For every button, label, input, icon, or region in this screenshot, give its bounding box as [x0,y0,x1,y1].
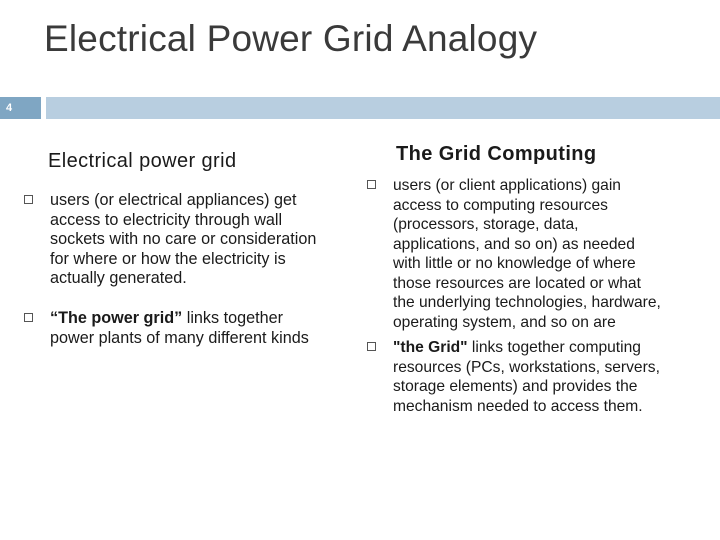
text-line: users (or client applications) gain [393,177,621,194]
bold-phrase: "the Grid" [393,339,468,356]
text-line: operating system, and so on are [393,313,616,331]
left-bullet-2-text [50,309,309,348]
text-line: the underlying technologies, hardware, [393,294,661,311]
text-line: access to computing resources [393,196,608,214]
text-line: power plants of many different kinds [50,328,309,347]
text-line: those resources are located or what [393,274,641,292]
left-bullet-1-text [50,191,316,289]
hollow-square-bullet-icon [367,342,376,351]
right-bullet-2-text [393,338,660,416]
bold-phrase: “The power grid” [50,309,183,327]
text-line: applications, and so on) as needed [393,235,635,253]
header-bar [46,97,720,119]
text-line [393,338,660,358]
hollow-square-bullet-icon [24,195,33,204]
text-line: mechanism needed to access them. [393,397,643,415]
text-fragment: links together computing [467,339,641,356]
text-line: (processors, storage, data, [393,216,579,233]
left-column-heading: Electrical power grid [48,150,237,172]
text-line: actually generated. [50,269,187,287]
slide-title: Electrical Power Grid Analogy [44,18,538,59]
text-line: sockets with no care or consideration [50,230,317,248]
right-column-heading: The Grid Computing [396,143,597,165]
text-line [50,309,309,329]
text-line: resources (PCs, workstations, servers, [393,358,660,376]
text-line: access to electricity through wall [50,210,283,229]
text-line: with little or no knowledge of where [393,255,636,272]
right-bullet-1-text [393,176,661,332]
text-line: storage elements) and provides the [393,378,638,395]
text-fragment: links together [182,309,283,327]
slide-number: 4 [6,102,13,114]
hollow-square-bullet-icon [367,180,376,189]
text-line: for where or how the electricity is [50,249,286,268]
hollow-square-bullet-icon [24,313,33,322]
text-line: users (or electrical appliances) get [50,191,297,209]
